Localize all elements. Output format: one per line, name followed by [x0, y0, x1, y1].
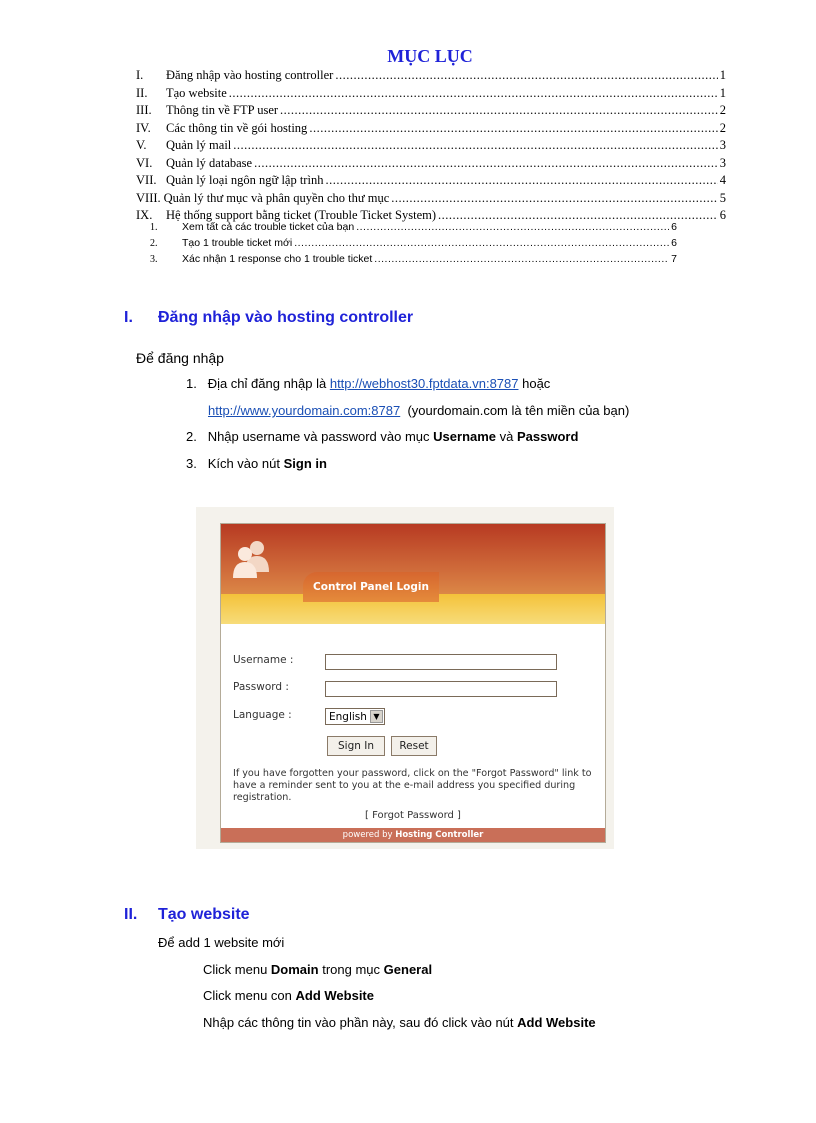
toc-item[interactable]: VI. Quản lý database ..... 3 — [136, 156, 726, 174]
step-1: 1. Địa chỉ đăng nhập là http://webhost30.fptdata.vn:8787 hoặc — [186, 376, 551, 391]
password-input[interactable] — [325, 681, 557, 697]
step-3: 3. Kích vào nút Sign in — [186, 456, 327, 471]
section2-line-2: Click menu con Add Website — [203, 988, 374, 1003]
toc-item[interactable]: IV. Các thông tin về gói hosting ..... 2 — [136, 121, 726, 139]
toc-subitem[interactable]: 1. Xem tất cả các trouble ticket của bạn ..... 6 — [150, 221, 677, 237]
forgot-note: If you have forgotten your password, click on the "Forgot Password" link to have a reminder sent to you at the e-mail address you specified during registration. — [233, 768, 592, 803]
section2-intro: Để add 1 website mới — [158, 935, 285, 950]
username-input[interactable] — [325, 654, 557, 670]
section-heading-2: II. Tạo website — [124, 906, 250, 923]
toc-item[interactable]: III. Thông tin về FTP user ..... 2 — [136, 103, 726, 121]
language-label: Language : — [233, 709, 292, 721]
toc-title: MỤC LỤC — [387, 46, 473, 66]
sign-in-button[interactable]: Sign In — [327, 736, 385, 756]
toc-list — [136, 68, 726, 226]
toc-sublist — [150, 221, 677, 269]
step-1-cont: http://www.yourdomain.com:8787 (yourdomain.com là tên miền của bạn) — [208, 403, 630, 418]
toc-item[interactable]: I. Đăng nhập vào hosting controller ..... 1 — [136, 68, 726, 86]
toc-item[interactable]: IX. Hệ thống support bằng ticket (Trouble Ticket System) ..... 6 — [136, 208, 726, 226]
toc-item[interactable]: V. Quản lý mail ..... 3 — [136, 138, 726, 156]
forgot-password-link[interactable]: [ Forgot Password ] — [365, 810, 461, 821]
login-url-link[interactable]: http://webhost30.fptdata.vn:8787 — [329, 376, 519, 391]
language-select[interactable]: English ▼ — [325, 708, 385, 725]
login-tab: Control Panel Login — [303, 572, 439, 602]
domain-url-link[interactable]: http://www.yourdomain.com:8787 — [208, 403, 401, 418]
password-label: Password : — [233, 681, 289, 693]
section2-line-3: Nhập các thông tin vào phần này, sau đó click vào nút Add Website — [203, 1015, 596, 1030]
reset-button[interactable]: Reset — [391, 736, 437, 756]
login-screenshot — [196, 507, 614, 849]
username-label: Username : — [233, 654, 294, 666]
section2-line-1: Click menu Domain trong mục General — [203, 962, 433, 977]
toc-subitem[interactable]: 2. Tạo 1 trouble ticket mới ..... 6 — [150, 237, 677, 253]
toc-item[interactable]: II. Tạo website ..... 1 — [136, 86, 726, 104]
section-heading-1: I. Đăng nhập vào hosting controller — [124, 309, 414, 326]
login-panel — [220, 523, 606, 843]
users-icon — [229, 536, 273, 580]
chevron-down-icon: ▼ — [370, 710, 383, 723]
login-footer: powered by Hosting Controller — [221, 828, 605, 842]
step-2: 2. Nhập username và password vào mục Username và Password — [186, 429, 579, 444]
toc-item[interactable]: VII. Quản lý loại ngôn ngữ lập trình ..... 4 — [136, 173, 726, 191]
toc-subitem[interactable]: 3. Xác nhận 1 response cho 1 trouble ticket ..... 7 — [150, 253, 677, 269]
section1-intro: Để đăng nhập — [136, 350, 224, 366]
toc-item[interactable]: VIII. Quản lý thư mục và phân quyền cho thư mục ..... 5 — [136, 191, 726, 209]
